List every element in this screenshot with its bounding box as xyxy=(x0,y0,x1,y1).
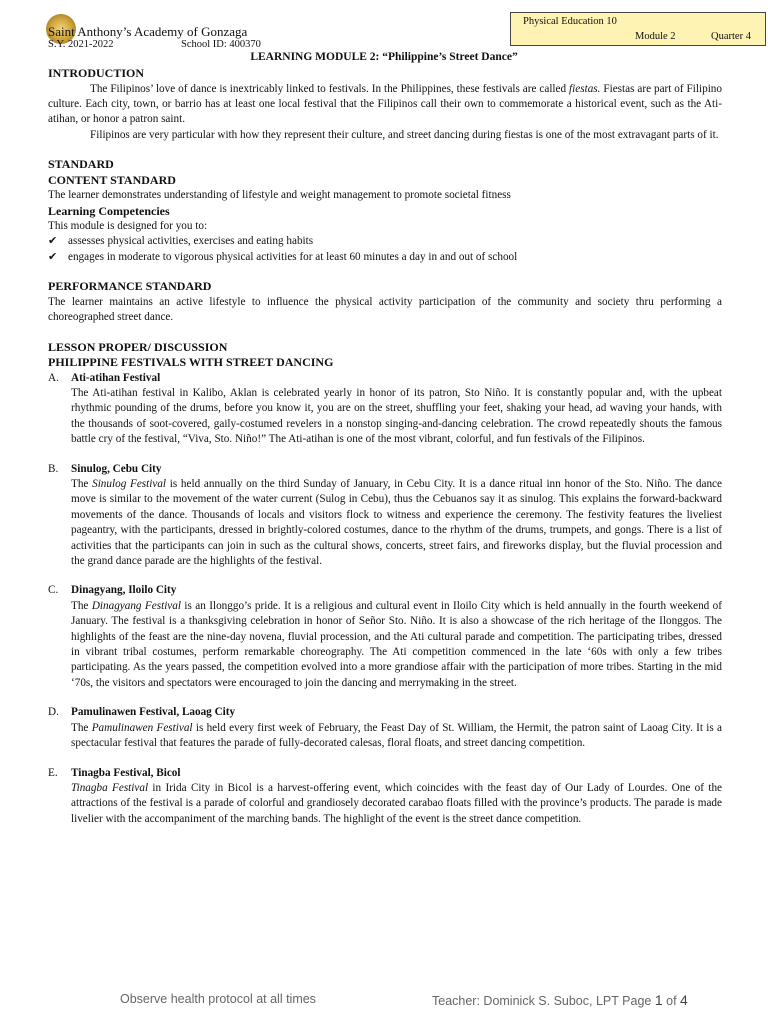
intro-heading: INTRODUCTION xyxy=(48,66,145,80)
subject-info-box xyxy=(510,12,766,46)
competencies-heading: Learning Competencies xyxy=(48,203,170,218)
performance-standard-heading: PERFORMANCE STANDARD xyxy=(48,279,212,294)
festivals-heading: PHILIPPINE FESTIVALS WITH STREET DANCING xyxy=(48,355,334,370)
performance-standard-text: The learner maintains an active lifestyle to influence the physical activity participation of the community and society thru performing a choreographed street dance. xyxy=(48,295,722,324)
page-indicator: Page 1 of 4 xyxy=(622,992,688,1008)
school-id: School ID: 400370 xyxy=(181,39,261,50)
festival-item: C. Dinagyang, Iloilo City The Dinagyang Festival is an Ilonggo’s pride. It is a religious and cultural event in Iloilo City which is held annually in the fourth weekend of January. The festival is a thanksgiving celebration in honor of Señor Sto. Niño. It is also a showcase of the rich heritage of the Ilonggos. The highlights of the feast are the nine-day novena, fluvial procession, and the Ati cultural parade and competition. The participating tribes, dressed in vibrant tribal costumes, perform remarkable choreography. The Ati competition commenced in the late ‘60s with only a few tribes participating. As the years passed, the competition evolved into a more grandiose affair with the participation of more tribes. Starting in the mid ‘70s, the visitors and spectators were encouraged to join the dancing and merrymaking in the street. xyxy=(48,583,722,691)
footer-note: Observe health protocol at all times xyxy=(120,992,316,1006)
standard-heading: STANDARD xyxy=(48,157,114,172)
checkmark-icon: ✔ xyxy=(48,235,58,248)
module-content xyxy=(48,66,722,827)
festival-description: The Dinagyang Festival is an Ilonggo’s pride. It is a religious and cultural event in Iloilo City which is held annually in the fourth weekend of January. The festival is a thanksgiving celebration in honor of Señor Sto. Niño. It is also a showcase of the rich heritage of the Ilonggos. The highlights of the feast are the nine-day novena, fluvial procession, and the Ati cultural parade and competition. The participating tribes, dressed in vibrant tribal costumes, perform remarkable choreography. The Ati competition commenced in the late ‘60s with only a few tribes participating. As the years passed, the competition evolved into a more grandiose affair with the participation of more tribes. Starting in the mid ‘70s, the visitors and spectators were encouraged to join the dancing and merrymaking in the street. xyxy=(71,599,722,689)
festival-name: Tinagba Festival, Bicol xyxy=(71,766,181,779)
festival-description: Tinagba Festival in Irida City in Bicol is a harvest-offering event, which coincides with the feast day of Our Lady of Lourdes. One of the attractions of the festival is a parade of colorful and grandiosely decorated carabao floats filled with the province’s products. The parade is made livelier with the accompaniment of the marching bands. The highlight of the event is the street dance competition. xyxy=(71,781,723,825)
module-title: LEARNING MODULE 2: “Philippine’s Street Dance” xyxy=(250,51,518,63)
festival-name: Ati-atihan Festival xyxy=(71,371,161,384)
festival-name: Sinulog, Cebu City xyxy=(71,462,162,475)
subject-label: Physical Education 10 xyxy=(523,16,617,27)
festival-description: The Ati-atihan festival in Kalibo, Aklan is celebrated yearly in honor of its patron, Sto Niño. It is constantly popular and, with the upbeat rhythmic pounding of the drums, before you know it, you are on the street, shuffling your feet, shaking your head, ad waving your hands, with the thousands of soot-covered, gaily-costumed revelers in a nonstop singing-and-dancing celebration. The crowd repeatedly shouts the famous battle cry of the festival, “Viva, Sto. Niño!” The Ati-atihan is one of the most vibrant, colorful, and fun festivals of the Filipinos. xyxy=(71,386,722,446)
competency-item: ✔ assesses physical activities, exercises and eating habits xyxy=(48,234,722,249)
intro-paragraph-1: The Filipinos’ love of dance is inextricably linked to festivals. In the Philippines, these festivals are called fiestas. Fiestas are part of Filipino culture. Each city, town, or barrio has at least one local festival that the Filipinos call their own to commemorate a historical event, such as the Ati-atihan, or honor a patron saint. xyxy=(48,82,722,126)
module-label: Module 2 xyxy=(635,31,676,42)
teacher-name: Teacher: Dominick S. Suboc, LPT xyxy=(432,994,619,1008)
quarter-label: Quarter 4 xyxy=(711,31,751,42)
lesson-heading: LESSON PROPER/ DISCUSSION xyxy=(48,339,228,354)
intro-paragraph-2: Filipinos are very particular with how they represent their culture, and street dancing during fiestas is one of the most extravagant parts of it. xyxy=(90,128,719,141)
festival-name: Dinagyang, Iloilo City xyxy=(71,584,177,597)
content-standard-heading: CONTENT STANDARD xyxy=(48,172,176,187)
festival-item: B. Sinulog, Cebu City The Sinulog Festival is held annually on the third Sunday of January, in Cebu City. It is a dance ritual inn honor of the Sto. Niño. The dance move is similar to the movement of the water current (Sulog in Cebu), thus the Cebuanos say it as sinulog. This explains the forward-backward movements of the dance. Thousands of locals and visitors flock to witness and experience the ceremony. The festivity features the liveliest pageantry, with the participants, dressed in brightly-colored costumes, dance to the rhythm of the drums, trumpets, and gongs. There is a list of activities that the participants can join in such as the cultural shows, concerts, street fairs, and fireworks display, but the fluvial procession and the grand dance parade are the highlights of the festival. xyxy=(48,462,722,570)
competency-item: ✔ engages in moderate to vigorous physical activities for at least 60 minutes a day in and out of school xyxy=(48,250,722,265)
content-standard-text: The learner demonstrates understanding of lifestyle and weight management to promote societal fitness xyxy=(48,189,511,202)
checkmark-icon: ✔ xyxy=(48,250,58,263)
festival-item: E. Tinagba Festival, Bicol Tinagba Festival in Irida City in Bicol is a harvest-offering event, which coincides with the feast day of Our Lady of Lourdes. One of the attractions of the festival is a parade of colorful and grandiosely decorated carabao floats filled with the province’s products. The parade is made livelier with the accompaniment of the marching bands. The highlight of the event is the street dance competition. xyxy=(48,766,722,828)
festival-name: Pamulinawen Festival, Laoag City xyxy=(71,706,236,719)
competencies-intro: This module is designed for you to: xyxy=(48,220,208,233)
school-name: Saint Anthony’s Academy of Gonzaga xyxy=(48,24,248,39)
festival-description: The Sinulog Festival is held annually on the third Sunday of January, in Cebu City. It is a dance ritual inn honor of the Sto. Niño. The dance move is similar to the movement of the water current (Sulog in Cebu), thus the Cebuanos say it as sinulog. This explains the forward-backward movements of the dance. Thousands of locals and visitors flock to witness and experience the ceremony. The festivity features the liveliest pageantry, with the participants, dressed in brightly-colored costumes, dance to the rhythm of the drums, trumpets, and gongs. There is a list of activities that the participants can join in such as the cultural shows, concerts, street fairs, and fireworks display, but the fluvial procession and the grand dance parade are the highlights of the festival. xyxy=(71,478,722,568)
school-year: S.Y. 2021-2022 xyxy=(48,39,114,50)
festival-description: The Pamulinawen Festival is held every first week of February, the Feast Day of St. William, the Hermit, the patron saint of Laoag City. It is a spectacular festival that features the parade of fully-decorated calesas, floral floats, and street dancing competition. xyxy=(71,721,722,750)
festival-item: D. Pamulinawen Festival, Laoag City The Pamulinawen Festival is held every first week of February, the Feast Day of St. William, the Hermit, the patron saint of Laoag City. It is a spectacular festival that features the parade of fully-decorated calesas, floral floats, and street dancing competition. xyxy=(48,705,722,751)
footer-teacher-page xyxy=(432,992,688,1008)
festival-item: A. Ati-atihan Festival The Ati-atihan festival in Kalibo, Aklan is celebrated yearly in honor of its patron, Sto Niño. It is constantly popular and, with the upbeat rhythmic pounding of the drums, before you know it, you are on the street, shuffling your feet, shaking your head, ad waving your hands, with the thousands of soot-covered, gaily-costumed revelers in a nonstop singing-and-dancing celebration. The crowd repeatedly shouts the famous battle cry of the festival, “Viva, Sto. Niño!” The Ati-atihan is one of the most vibrant, colorful, and fun festivals of the Filipinos. xyxy=(48,371,722,448)
